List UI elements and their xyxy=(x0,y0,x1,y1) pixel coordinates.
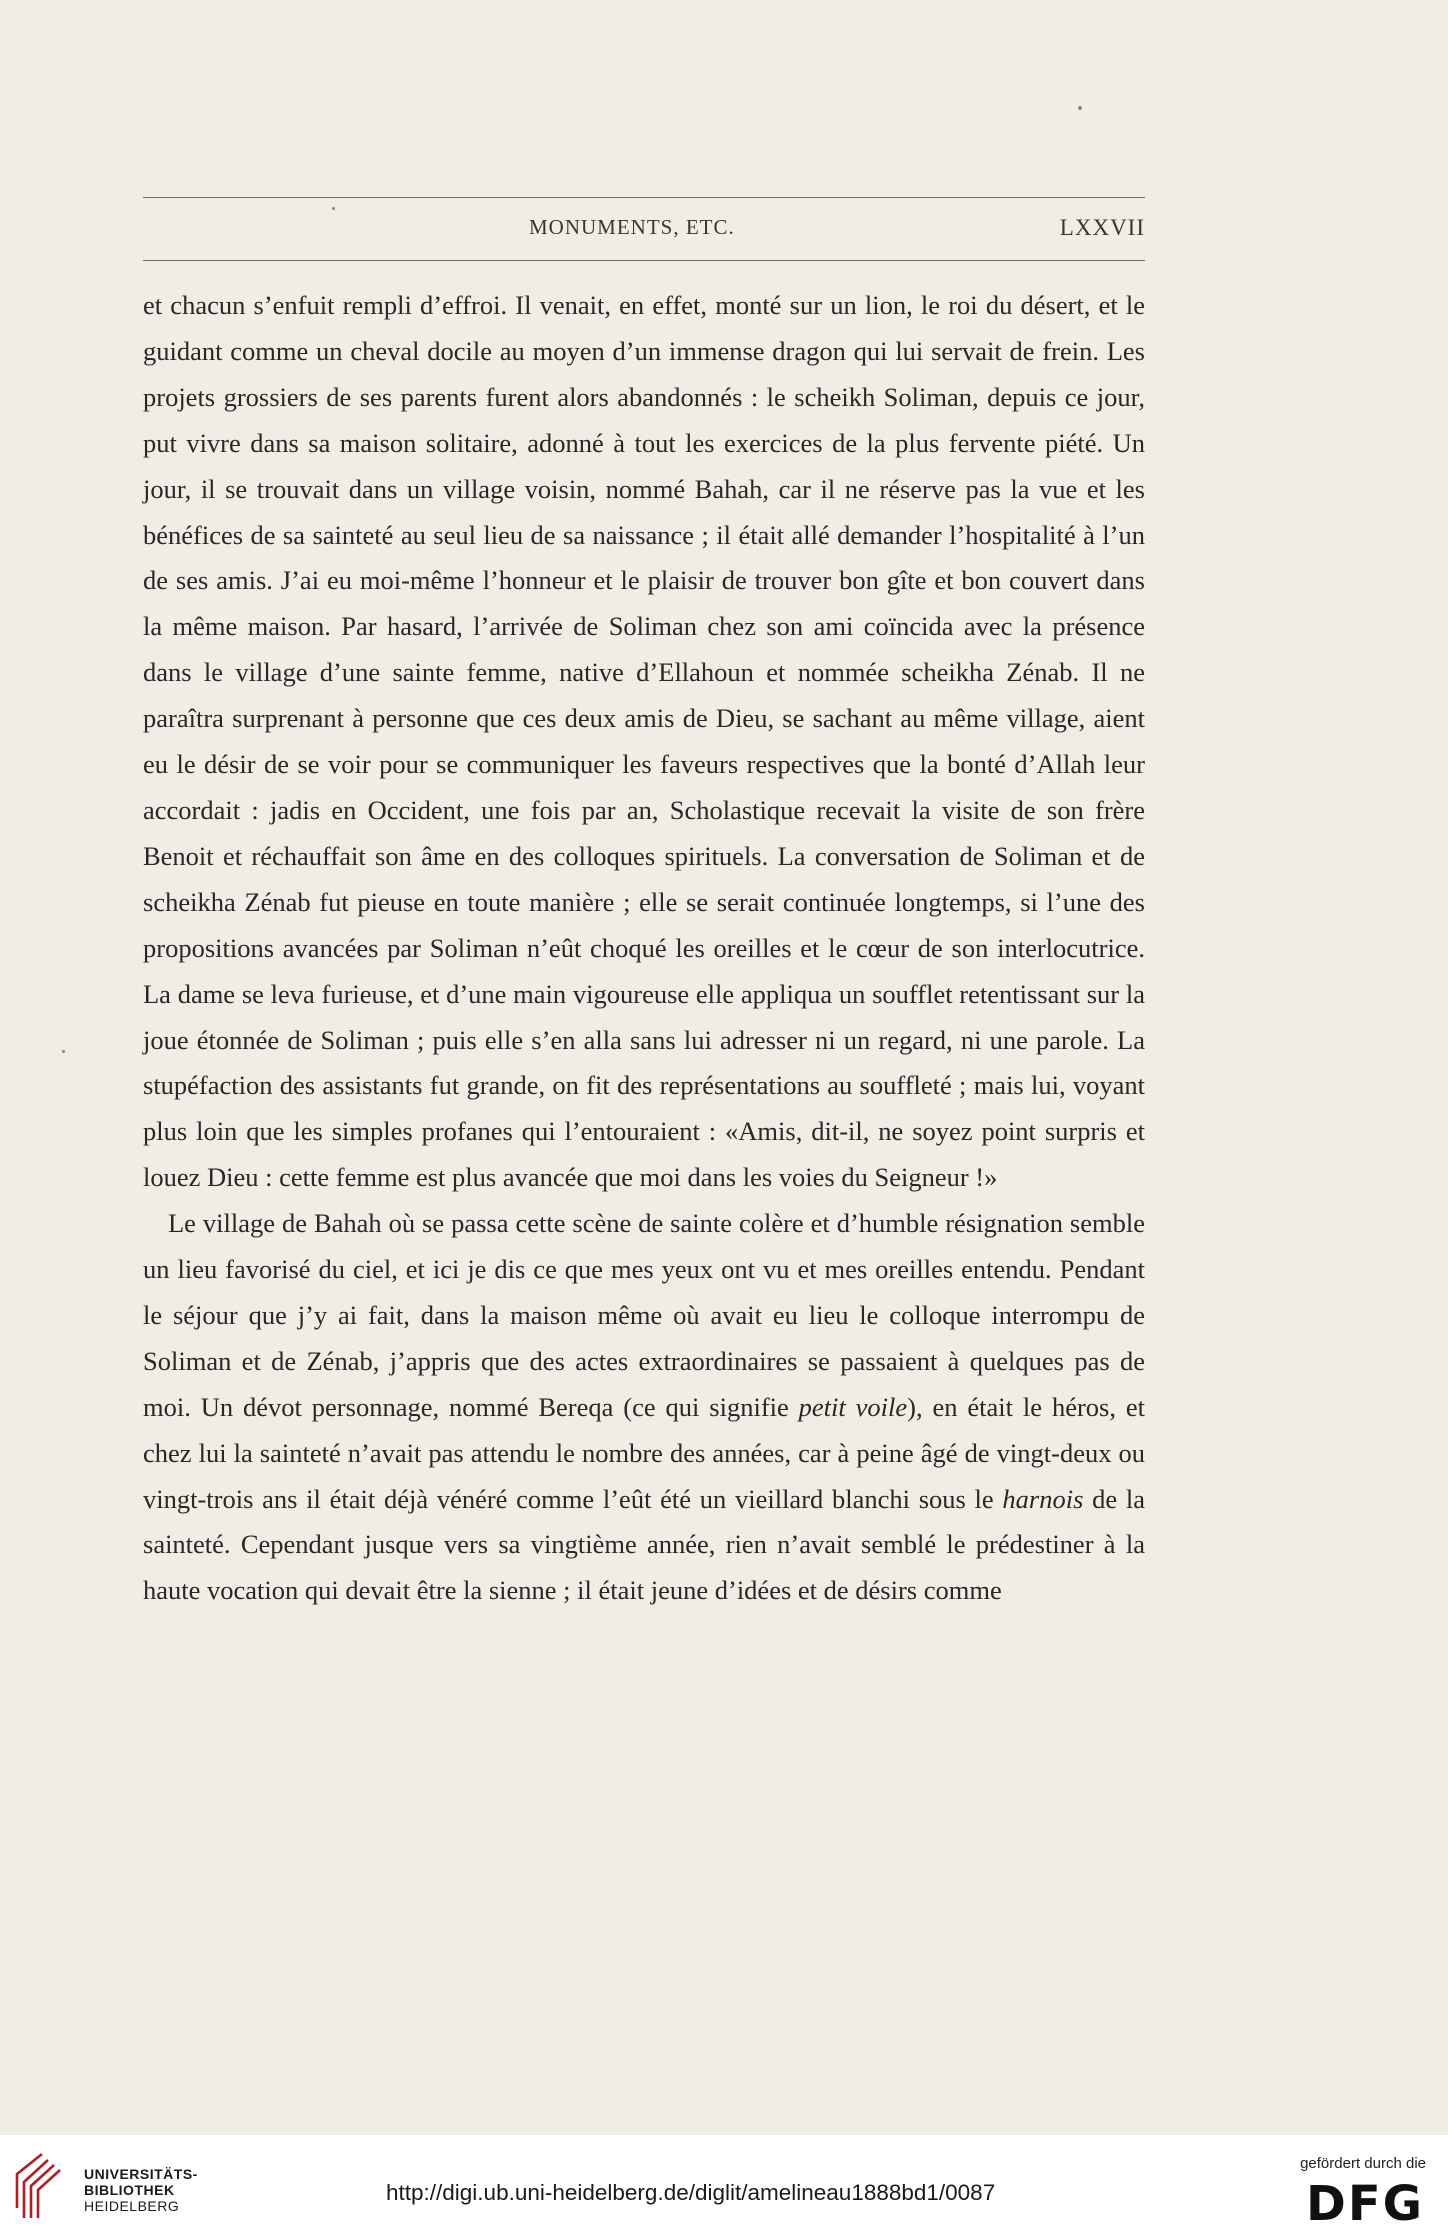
library-name xyxy=(84,2166,198,2214)
paragraph-text: ), en était le héros, et chez lui la sainteté n’avait pas attendu le nombre des années, car à peine âgé de vingt-deux ou vingt-trois ans il était déjà vénéré comme l’eût été un vieillard blanchi sous le xyxy=(143,1391,1145,1514)
italic-term: harnois xyxy=(1002,1483,1084,1514)
header-rule-top xyxy=(143,197,1145,198)
permalink-url[interactable]: http://digi.ub.uni-heidelberg.de/diglit/amelineau1888bd1/0087 xyxy=(386,2180,996,2205)
library-logo-icon xyxy=(14,2152,72,2224)
paper-speck xyxy=(62,1050,65,1053)
paragraph-text: et chacun s’enfuit rempli d’effroi. Il venait, en effet, monté sur un lion, le roi du désert, et le guidant comme un cheval docile au moyen d’un immense dragon qui lui servait de frein. Les projets grossiers de ses parents furent alors abandonnés : le scheikh Soliman, depuis ce jour, put vivre dans sa maison solitaire, adonné à tout les exercices de la plus fervente piété. Un jour, il se trouvait dans un village voisin, nommé Bahah, car il ne réserve pas la vue et les bénéfices de sa sainteté au seul lieu de sa naissance ; il était allé demander l’hospitalité à l’un de ses amis. J’ai eu moi-même l’honneur et le plaisir de trouver bon gîte et bon couvert dans la même maison. Par hasard, l’arrivée de Soliman chez son ami coïncida avec la présence dans le village d’une sainte femme, native d’Ellahoun et nommée scheikha Zénab. Il ne paraîtra surprenant à personne que ces deux amis de Dieu, se sachant au même village, aient eu le désir de se voir pour se communiquer les faveurs respectives que la bonté d’Allah leur accordait : jadis en Occident, une fois par an, Scholastique recevait la visite de son frère Benoit et réchauffait son âme en des colloques spirituels. La conversation de Soliman et de scheikha Zénab fut pieuse en toute manière ; elle se serait continuée longtemps, si l’une des propositions avancées par Soliman n’eût choqué les oreilles et le cœur de son interlocutrice. La dame se leva furieuse, et d’une main vigoureuse elle appliqua un soufflet retentissant sur la joue étonnée de Soliman ; puis elle s’en alla sans lui adresser ni un regard, ni une parole. La stupéfaction des assistants fut grande, on fit des représentations au souffleté ; mais lui, voyant plus loin que les simples profanes qui l’entouraient : «Amis, dit-il, ne soyez point surpris et louez Dieu : cette femme est plus avancée que moi dans les voies du Seigneur !» xyxy=(143,290,1145,1193)
dfg-logo-icon: DFG xyxy=(1305,2176,1424,2232)
italic-term: petit voile xyxy=(798,1391,908,1422)
running-head-title: MONUMENTS, ETC. xyxy=(529,215,735,239)
header-rule-bottom xyxy=(143,260,1145,261)
funding-note: gefördert durch die xyxy=(1300,2155,1426,2172)
paper-speck xyxy=(1078,106,1082,110)
paragraph xyxy=(143,1201,1145,1614)
paragraph xyxy=(143,283,1145,1201)
body-text xyxy=(143,283,1145,1614)
paragraph-text: Le village de Bahah où se passa cette scène de sainte colère et d’humble résignation semble un lieu favorisé du ciel, et ici je dis ce que mes yeux ont vu et mes oreilles entendu. Pendant le séjour que j’y ai fait, dans la maison même où avait eu lieu le colloque interrompu de Soliman et de Zénab, j’appris que des actes extraordinaires se passaient à quelques pas de moi. Un dévot personnage, nommé Bereqa (ce qui signifie xyxy=(143,1208,1145,1422)
library-name-line: HEIDELBERG xyxy=(84,2198,180,2214)
library-name-line: UNIVERSITÄTS- xyxy=(84,2166,198,2182)
page-number: LXXVII xyxy=(1059,215,1145,240)
paragraph-text: de la sainteté. Cependant jusque vers sa vingtième année, rien n’avait semblé le prédestiner à la haute vocation qui devait être la sienne ; il était jeune d’idées et de désirs comme xyxy=(143,1483,1145,1606)
running-head xyxy=(143,207,1145,251)
library-name-line: BIBLIOTHEK xyxy=(84,2182,175,2198)
